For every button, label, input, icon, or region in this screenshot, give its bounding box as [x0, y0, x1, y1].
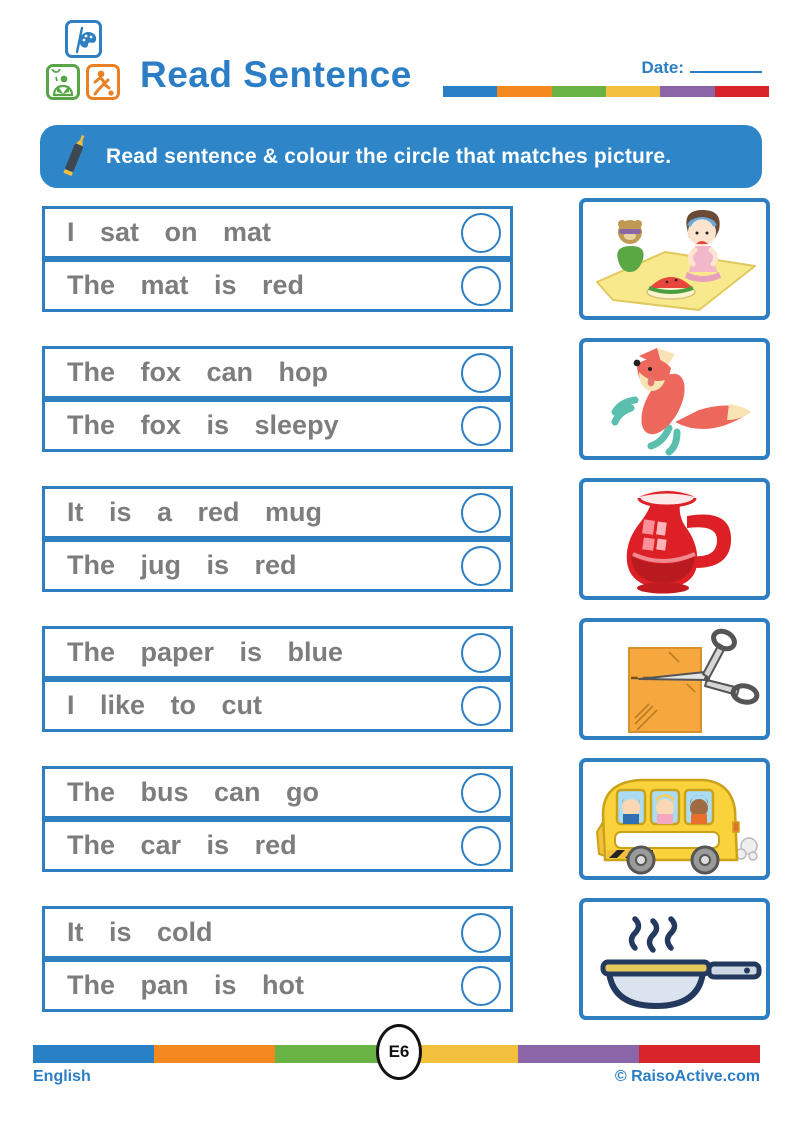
rainbow-segment: [639, 1045, 760, 1063]
sentence-box: [42, 206, 513, 259]
answer-circle[interactable]: [461, 493, 501, 533]
fox-illustration: [583, 342, 766, 456]
picture-hot-pan: [579, 898, 770, 1020]
sentence-box: [42, 766, 513, 819]
sentence-group: [42, 206, 513, 312]
picture-red-jug: [579, 478, 770, 600]
sentence-box: [42, 906, 513, 959]
sentence-text: The mat is red: [67, 270, 305, 300]
exercise-row: [42, 478, 770, 600]
sentence-text: I sat on mat: [67, 217, 272, 247]
page-title: Read Sentence: [140, 54, 412, 95]
sentence-text: I like to cut: [67, 690, 263, 720]
sentence-text: The jug is red: [67, 550, 297, 580]
rainbow-segment: [552, 86, 606, 97]
answer-circle[interactable]: [461, 913, 501, 953]
picture-girl-eating-on-mat: [579, 198, 770, 320]
exercise-row: [42, 618, 770, 740]
sentence-box: [42, 259, 513, 312]
answer-circle[interactable]: [461, 966, 501, 1006]
bus-illustration: [583, 762, 766, 876]
answer-circle[interactable]: [461, 633, 501, 673]
rainbow-segment: [715, 86, 769, 97]
answer-circle[interactable]: [461, 546, 501, 586]
marker-pen-icon: [58, 134, 92, 180]
answer-circle[interactable]: [461, 773, 501, 813]
sentence-text: The paper is blue: [67, 637, 344, 667]
sentence-box: [42, 819, 513, 872]
sentence-text: The pan is hot: [67, 970, 305, 1000]
exercise-row: [42, 758, 770, 880]
copyright-label: © RaisoActive.com: [614, 1068, 760, 1085]
answer-circle[interactable]: [461, 686, 501, 726]
date-field: [641, 58, 762, 78]
sentence-group: [42, 906, 513, 1012]
reading-child-icon: [46, 64, 80, 100]
rainbow-segment: [154, 1045, 275, 1063]
header-rainbow-bar: [443, 86, 769, 97]
sentence-box: [42, 959, 513, 1012]
sentence-box: [42, 346, 513, 399]
hot-pan-illustration: [583, 902, 766, 1016]
answer-circle[interactable]: [461, 826, 501, 866]
sentence-box: [42, 626, 513, 679]
level-badge: E6: [376, 1024, 422, 1080]
running-child-icon: [86, 64, 120, 100]
sentence-box: [42, 539, 513, 592]
picture-hopping-fox: [579, 338, 770, 460]
picture-scissors-cutting-paper: [579, 618, 770, 740]
instruction-banner: [40, 125, 762, 188]
sentence-text: It is cold: [67, 917, 213, 947]
date-blank-line[interactable]: [690, 58, 762, 73]
exercise-row: [42, 898, 770, 1020]
answer-circle[interactable]: [461, 213, 501, 253]
sentence-text: It is a red mug: [67, 497, 323, 527]
instruction-text: Read sentence & colour the circle that matches picture.: [106, 144, 672, 168]
scissors-paper-illustration: [583, 622, 766, 736]
sentence-group: [42, 346, 513, 452]
answer-circle[interactable]: [461, 406, 501, 446]
girl-on-mat-illustration: [583, 202, 766, 316]
sentence-text: The bus can go: [67, 777, 320, 807]
jug-illustration: [583, 482, 766, 596]
sentence-text: The fox can hop: [67, 357, 329, 387]
sentence-group: [42, 766, 513, 872]
sentence-box: [42, 399, 513, 452]
exercise-row: [42, 338, 770, 460]
answer-circle[interactable]: [461, 266, 501, 306]
exercise-row: [42, 198, 770, 320]
rainbow-segment: [443, 86, 497, 97]
sentence-group: [42, 626, 513, 732]
rainbow-segment: [33, 1045, 154, 1063]
paint-palette-icon: [65, 20, 102, 58]
sentence-text: The fox is sleepy: [67, 410, 339, 440]
exercise-list: [42, 198, 770, 1038]
sentence-group: [42, 486, 513, 592]
answer-circle[interactable]: [461, 353, 501, 393]
sentence-box: [42, 679, 513, 732]
rainbow-segment: [606, 86, 660, 97]
sentence-text: The car is red: [67, 830, 297, 860]
date-label: Date:: [641, 58, 684, 77]
rainbow-segment: [660, 86, 714, 97]
rainbow-segment: [518, 1045, 639, 1063]
rainbow-segment: [497, 86, 551, 97]
sentence-box: [42, 486, 513, 539]
brand-logo: [46, 20, 124, 102]
picture-school-bus: [579, 758, 770, 880]
subject-label: English: [33, 1068, 91, 1085]
